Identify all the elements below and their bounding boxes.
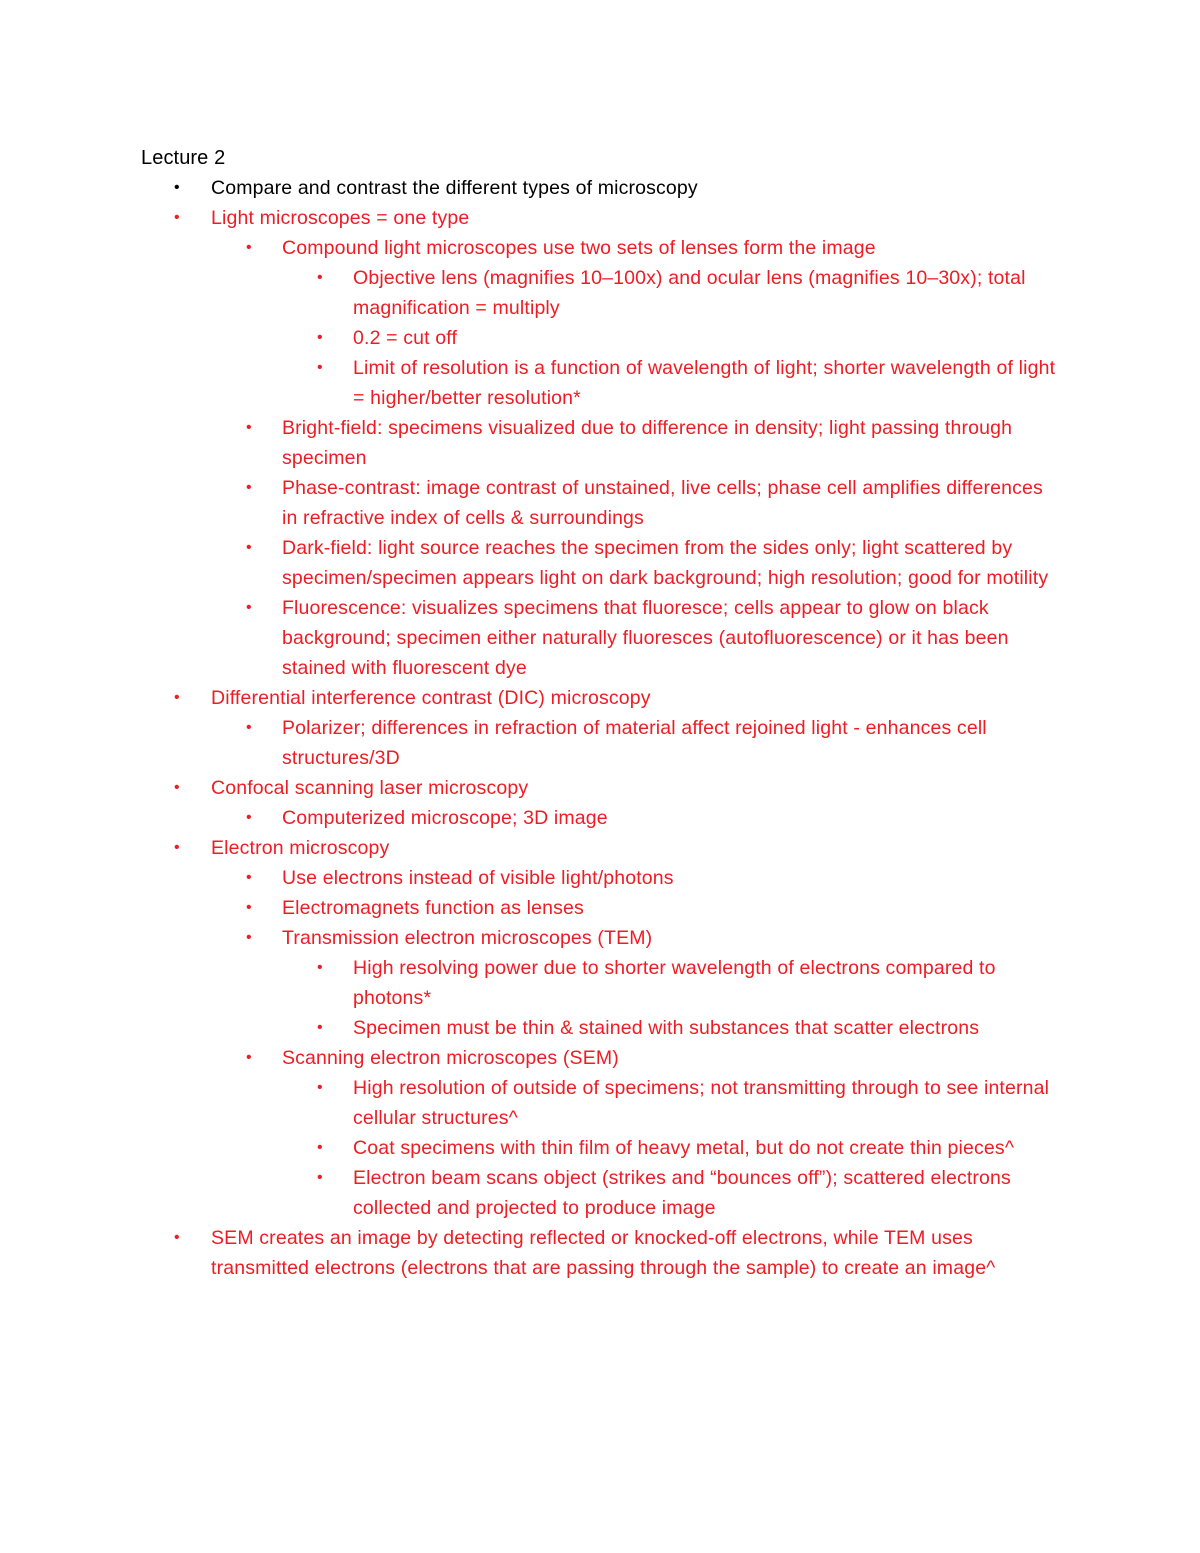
bullet-text: Differential interference contrast (DIC) microscopy: [211, 687, 651, 709]
bullet-item-level-3: [0, 263, 1063, 323]
bullet-icon: •: [174, 179, 180, 196]
bullet-icon: •: [246, 539, 252, 556]
bullet-icon: •: [246, 479, 252, 496]
bullet-icon: •: [317, 1019, 323, 1036]
bullet-icon: •: [174, 779, 180, 796]
bullet-text: Phase-contrast: image contrast of unstained, live cells; phase cell amplifies differences in refractive index of cells & surroundings: [282, 477, 1043, 529]
bullet-text: Compound light microscopes use two sets of lenses form the image: [282, 237, 876, 259]
bullet-icon: •: [174, 839, 180, 856]
bullet-item-level-2: [0, 803, 1052, 833]
bullet-item-level-3: [0, 1013, 1063, 1043]
bullet-icon: •: [317, 1079, 323, 1096]
bullet-icon: •: [246, 809, 252, 826]
bullet-text: 0.2 = cut off: [353, 327, 458, 349]
bullet-text: Limit of resolution is a function of wavelength of light; shorter wavelength of light = higher/better resolution*: [353, 357, 1056, 409]
bullet-text: Electromagnets function as lenses: [282, 897, 584, 919]
bullet-item-level-3: [0, 353, 1063, 413]
bullet-item-level-2: [0, 233, 1052, 263]
bullet-item-level-1: [0, 203, 1061, 233]
bullet-text: High resolving power due to shorter wavelength of electrons compared to photons*: [353, 957, 996, 1009]
bullet-item-level-1: [0, 1223, 1061, 1283]
bullet-icon: •: [317, 1169, 323, 1186]
bullet-text: Electron beam scans object (strikes and “bounces off”); scattered electrons collected and projected to produce image: [353, 1167, 1011, 1219]
bullet-icon: •: [246, 419, 252, 436]
bullet-icon: •: [246, 869, 252, 886]
bullet-item-level-2: [0, 593, 1052, 683]
bullet-icon: •: [317, 959, 323, 976]
bullet-item-level-2: [0, 473, 1052, 533]
bullet-text: Use electrons instead of visible light/photons: [282, 867, 674, 889]
bullet-item-level-1: [0, 833, 1061, 863]
bullet-icon: •: [174, 1229, 180, 1246]
bullet-item-level-3: [0, 323, 1063, 353]
bullet-item-level-2: [0, 1043, 1052, 1073]
bullet-text: Compare and contrast the different types of microscopy: [211, 177, 698, 199]
page-title: Lecture 2: [141, 147, 226, 169]
bullet-item-level-1: [0, 773, 1061, 803]
bullet-icon: •: [246, 599, 252, 616]
bullet-icon: •: [174, 689, 180, 706]
bullet-item-level-3: [0, 1163, 1063, 1223]
bullet-item-level-2: [0, 863, 1052, 893]
bullet-text: Scanning electron microscopes (SEM): [282, 1047, 619, 1069]
bullet-icon: •: [246, 929, 252, 946]
bullet-text: Electron microscopy: [211, 837, 390, 859]
bullet-item-level-2: [0, 413, 1052, 473]
bullet-item-level-3: [0, 1133, 1063, 1163]
bullet-outline: [0, 173, 1200, 1283]
bullet-icon: •: [246, 1049, 252, 1066]
bullet-item-level-2: [0, 893, 1052, 923]
bullet-text: Coat specimens with thin film of heavy metal, but do not create thin pieces^: [353, 1137, 1015, 1159]
bullet-icon: •: [317, 329, 323, 346]
bullet-item-level-2: [0, 533, 1052, 593]
bullet-item-level-1: [0, 173, 1061, 203]
bullet-icon: •: [246, 239, 252, 256]
bullet-icon: •: [246, 899, 252, 916]
bullet-text: Transmission electron microscopes (TEM): [282, 927, 653, 949]
bullet-text: High resolution of outside of specimens; not transmitting through to see internal cellular structures^: [353, 1077, 1050, 1129]
bullet-item-level-2: [0, 923, 1052, 953]
bullet-text: Objective lens (magnifies 10–100x) and ocular lens (magnifies 10–30x); total magnification = multiply: [353, 267, 1026, 319]
bullet-text: SEM creates an image by detecting reflected or knocked-off electrons, while TEM uses transmitted electrons (electrons that are passing through the sample) to create an image^: [211, 1227, 996, 1279]
bullet-icon: •: [317, 1139, 323, 1156]
bullet-text: Polarizer; differences in refraction of material affect rejoined light - enhances cell structures/3D: [282, 717, 987, 769]
bullet-text: Dark-field: light source reaches the specimen from the sides only; light scattered by specimen/specimen appears light on dark background; high resolution; good for motility: [282, 537, 1049, 589]
bullet-text: Computerized microscope; 3D image: [282, 807, 608, 829]
bullet-item-level-2: [0, 713, 1052, 773]
bullet-icon: •: [246, 719, 252, 736]
bullet-text: Fluorescence: visualizes specimens that fluoresce; cells appear to glow on black background; specimen either naturally fluoresces (autofluorescence) or it has been stained with fluorescent dye: [282, 597, 1009, 679]
bullet-icon: •: [317, 269, 323, 286]
bullet-text: Specimen must be thin & stained with substances that scatter electrons: [353, 1017, 980, 1039]
bullet-icon: •: [317, 359, 323, 376]
bullet-item-level-1: [0, 683, 1061, 713]
bullet-text: Bright-field: specimens visualized due to difference in density; light passing through specimen: [282, 417, 1013, 469]
bullet-text: Light microscopes = one type: [211, 207, 470, 229]
bullet-item-level-3: [0, 953, 1063, 1013]
bullet-item-level-3: [0, 1073, 1063, 1133]
bullet-icon: •: [174, 209, 180, 226]
bullet-text: Confocal scanning laser microscopy: [211, 777, 529, 799]
